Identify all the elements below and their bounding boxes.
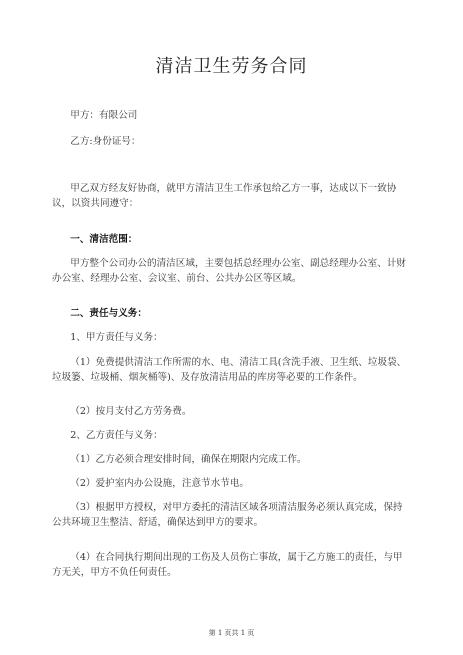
section-1-body: 甲方整个公司办公的清洁区域，主要包括总经理办公室、副总经理办公室、计财办公室、经理办公室、会议室、前台、公共办公区等区域。 xyxy=(52,258,407,284)
section-2-heading: 二、责任与义务： xyxy=(70,308,147,319)
intro-paragraph: 甲乙双方经友好协商，就甲方清洁卫生工作承包给乙方一事，达成以下一致协议，以资共同遵守： xyxy=(52,183,397,209)
party-b-duty-1: （1）乙方必须合理安排时间，确保在期限内完成工作。 xyxy=(70,454,307,465)
section-1-heading: 一、清洁范围： xyxy=(70,234,138,245)
party-a-duty-2: （2）按月支付乙方劳务费。 xyxy=(70,406,192,417)
party-b-duty-4: （4）在合同执行期间出现的工伤及人员伤亡事故，属于乙方施工的责任，与甲方无关，甲方不负任何责任。 xyxy=(52,552,403,578)
party-a-line: 甲方：有限公司 xyxy=(70,110,138,121)
party-b-line: 乙方:身份证号： xyxy=(70,136,141,147)
party-a-duties-heading: 1、甲方责任与义务： xyxy=(70,332,163,343)
document-title: 清洁卫生劳务合同 xyxy=(155,56,308,77)
page-number: 第 1 页共 1 页 xyxy=(208,629,255,637)
party-b-duty-2: （2）爱护室内办公设施，注意节水节电。 xyxy=(70,478,250,489)
party-b-duties-heading: 2、乙方责任与义务： xyxy=(70,430,163,441)
party-b-duty-3: （3）根据甲方授权，对甲方委托的清洁区域各项清洁服务必须认真完成，保持公共环境卫生整洁、舒适，确保达到甲方的要求。 xyxy=(52,502,403,528)
party-a-duty-1: （1）免费提供清洁工作所需的水、电、清洁工具(含洗手液、卫生纸、垃圾袋、垃圾篓、垃圾桶、烟灰桶等)、及存放清洁用品的库房等必要的工作条件。 xyxy=(52,357,407,383)
